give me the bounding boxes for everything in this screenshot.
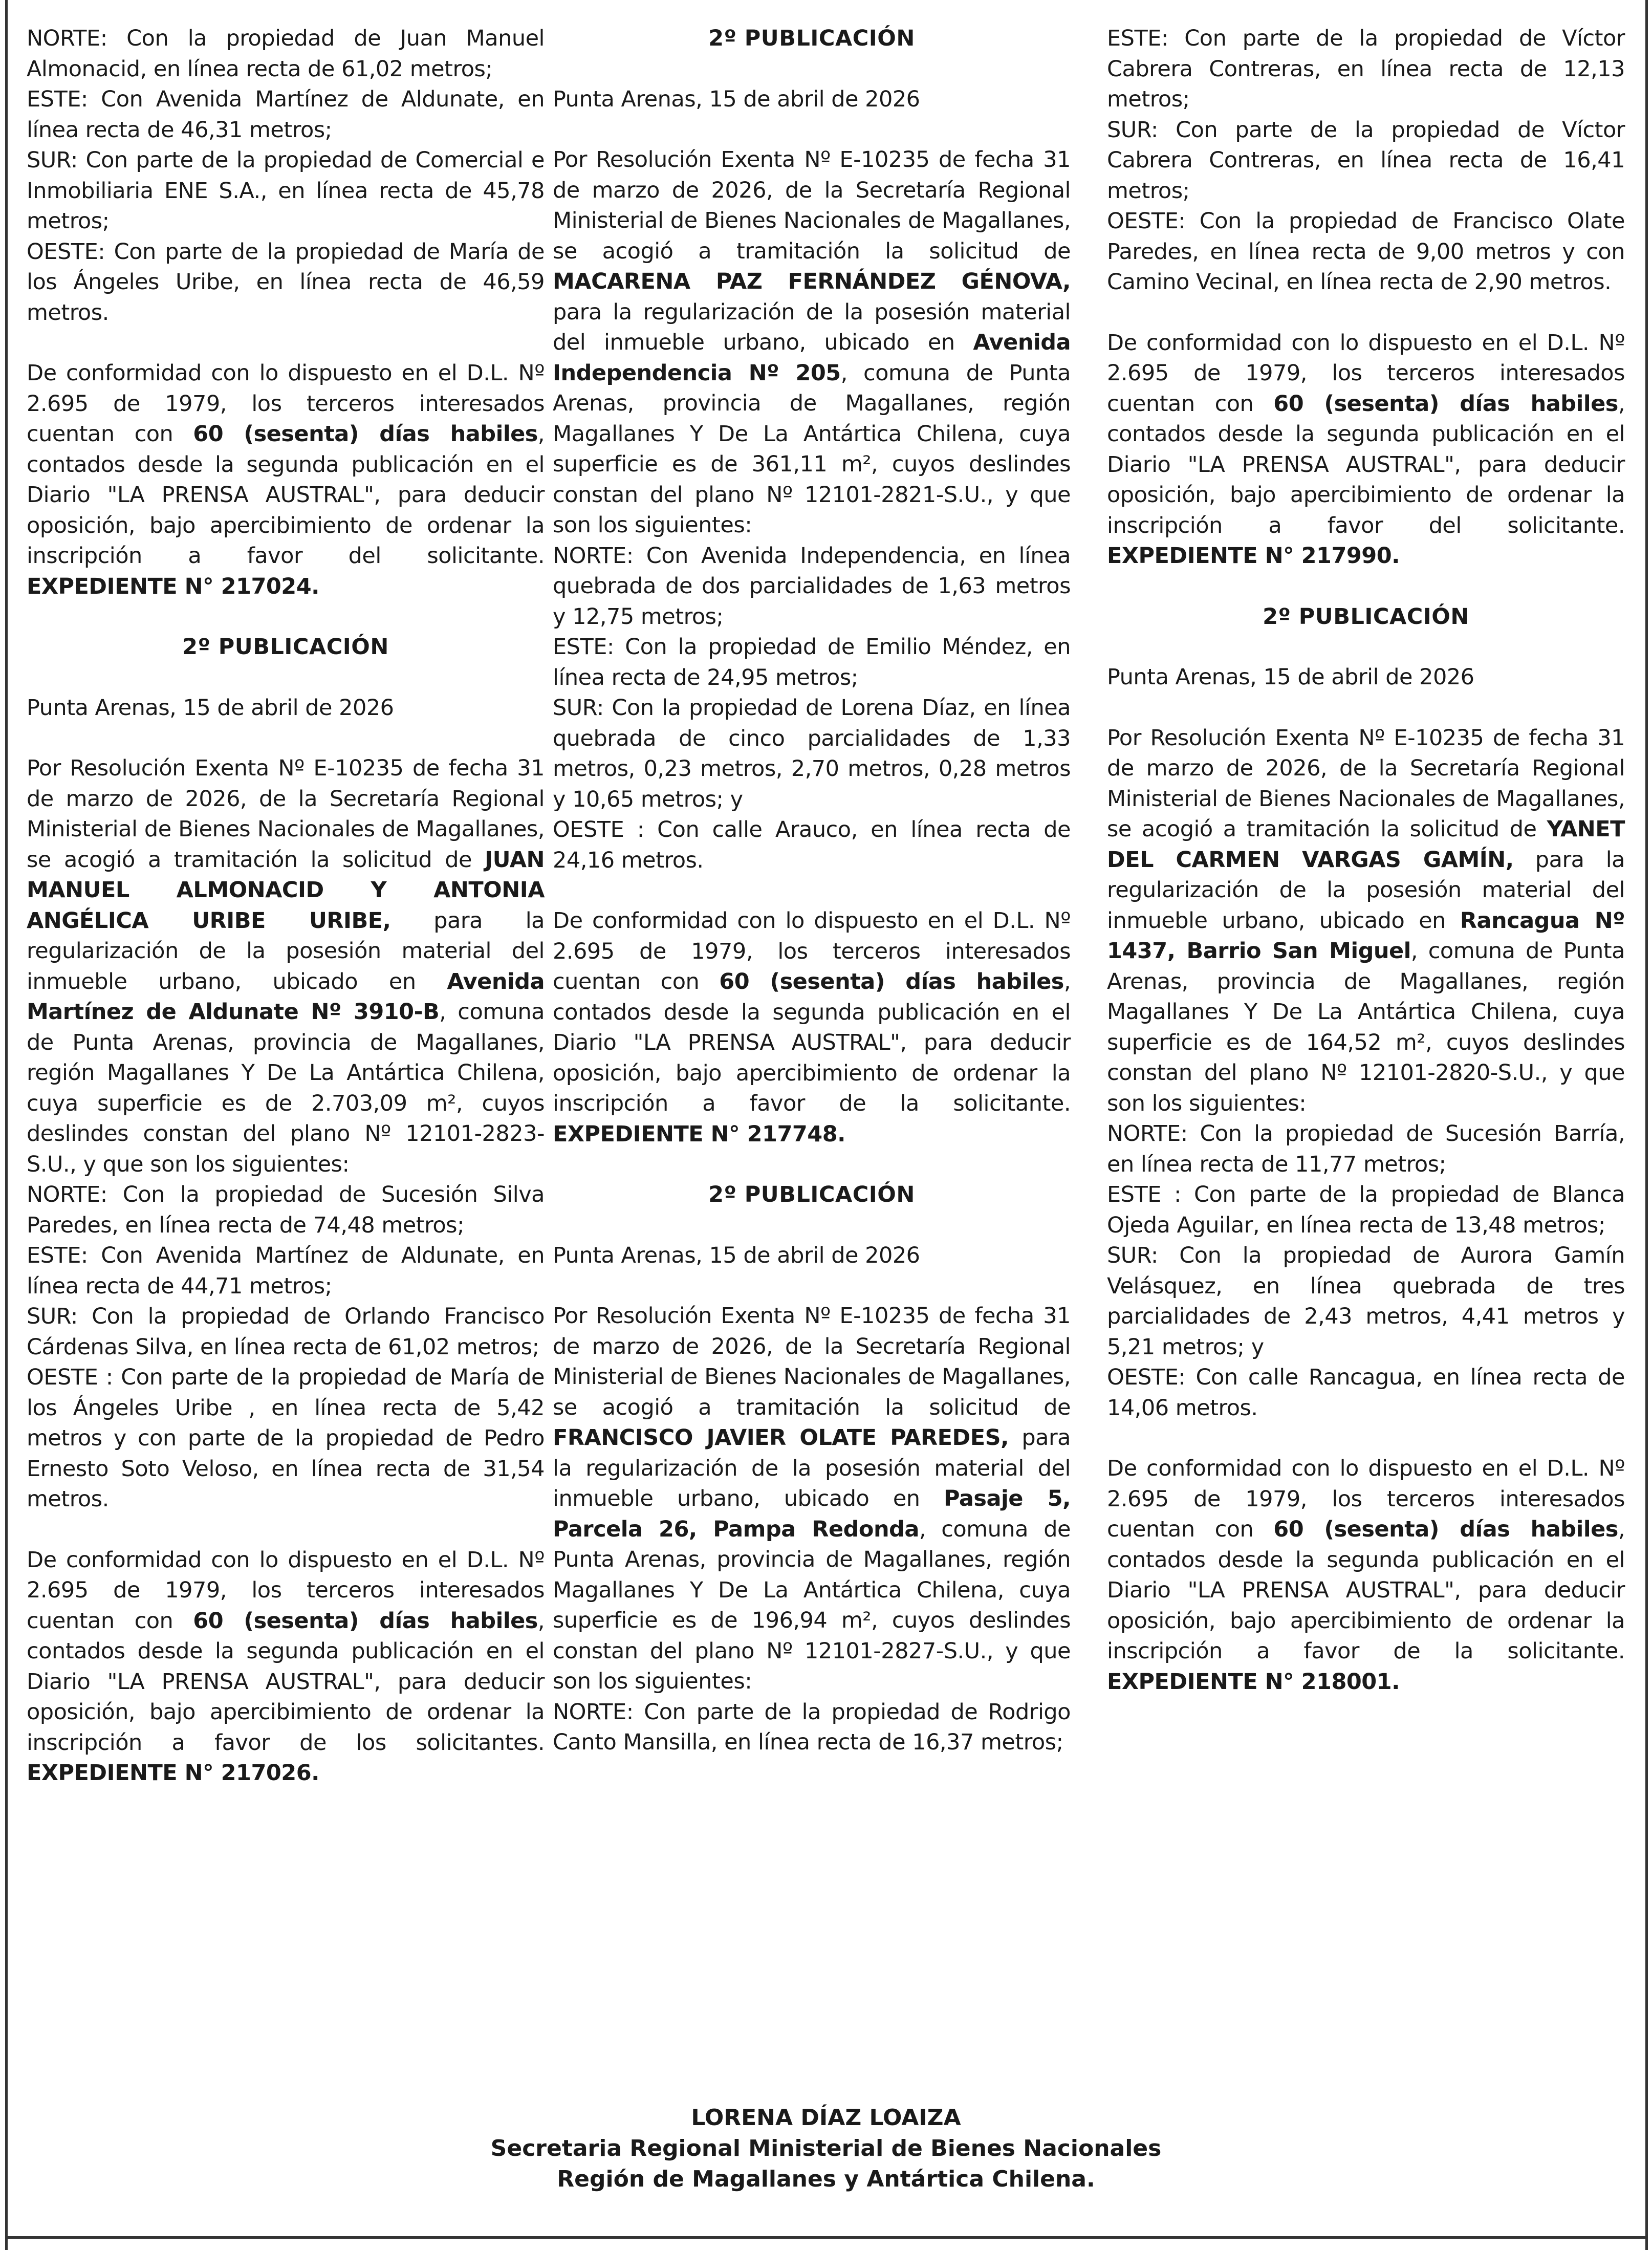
applicant-name: MACARENA PAZ FERNÁNDEZ GÉNOVA, xyxy=(553,269,1071,294)
boundary-line: ESTE : Con parte de la propiedad de Blanca Ojeda Aguilar, en línea recta de 13,48 metros; xyxy=(1107,1182,1625,1238)
expediente-number: EXPEDIENTE N° 218001. xyxy=(1107,1669,1400,1695)
frame-right-border xyxy=(1645,0,1648,2250)
resolution-text: , comuna de Punta Arenas, provincia de Magallanes, región Magallanes Y De La Antártica Chilena, cuya superficie es de 196,94 m², cuyos deslindes constan del plano Nº 12101-2827-S.U., y que son los siguientes: xyxy=(553,1516,1071,1694)
resolution-text: , comuna de Punta Arenas, provincia de Magallanes, región Magallanes Y De La Antártica Chilena, cuya superficie es de 2.703,09 m², cuyos deslindes constan del plano Nº 12101-2823-S.U., y que son los siguientes: xyxy=(27,999,545,1177)
boundary-line: NORTE: Con parte de la propiedad de Rodrigo Canto Mansilla, en línea recta de 16,37 metros; xyxy=(553,1699,1071,1755)
publication-heading: 2º PUBLICACIÓN xyxy=(708,26,915,51)
deadline-bold: 60 (sesenta) días habiles xyxy=(719,969,1064,994)
boundary-line: OESTE : Con calle Arauco, en línea recta de 24,16 metros. xyxy=(553,817,1071,873)
signature-block xyxy=(0,2103,1652,2195)
boundary-line: OESTE: Con la propiedad de Francisco Olate Paredes, en línea recta de 9,00 metros y con Camino Vecinal, en línea recta de 2,90 metros. xyxy=(1107,208,1625,295)
deadline-bold: 60 (sesenta) días habiles xyxy=(1273,1517,1618,1542)
conformity-text: , contados desde la segunda publicación en el Diario "LA PRENSA AUSTRAL", para deducir oposición, bajo apercibimiento de ordenar la inscripción a favor del solicitante. xyxy=(1107,391,1625,538)
resolution-text: Por Resolución Exenta Nº E-10235 de fecha 31 de marzo de 2026, de la Secretaría Regional Ministerial de Bienes Nacionales de Magallanes, se acogió a tramitación la solicitud de xyxy=(553,147,1071,264)
resolution-text: Por Resolución Exenta Nº E-10235 de fecha 31 de marzo de 2026, de la Secretaría Regional Ministerial de Bienes Nacionales de Magallanes, se acogió a tramitación la solicitud de xyxy=(1107,725,1625,842)
conformity-paragraph xyxy=(27,1545,545,1789)
boundary-line: ESTE: Con Avenida Martínez de Aldunate, en línea recta de 46,31 metros; xyxy=(27,86,545,143)
resolution-text: , comuna de Punta Arenas, provincia de Magallanes, región Magallanes Y De La Antártica Chilena, cuya superficie es de 361,11 m², cuyos deslindes constan del plano Nº 12101-2821-S.U., y que son los siguientes: xyxy=(553,360,1071,538)
resolution-text: Por Resolución Exenta Nº E-10235 de fecha 31 de marzo de 2026, de la Secretaría Regional Ministerial de Bienes Nacionales de Magallanes, se acogió a tramitación la solicitud de xyxy=(27,755,545,873)
boundary-line: OESTE: Con calle Rancagua, en línea recta de 14,06 metros. xyxy=(1107,1365,1625,1421)
conformity-paragraph xyxy=(1107,1454,1625,1697)
boundary-line: NORTE: Con la propiedad de Sucesión Barría, en línea recta de 11,77 metros; xyxy=(1107,1121,1625,1177)
deadline-bold: 60 (sesenta) días habiles xyxy=(193,1608,538,1634)
boundary-line: NORTE: Con la propiedad de Juan Manuel Almonacid, en línea recta de 61,02 metros; xyxy=(27,26,545,82)
boundary-line: SUR: Con parte de la propiedad de Víctor Cabrera Contreras, en línea recta de 16,41 metros; xyxy=(1107,117,1625,204)
conformity-text: , contados desde la segunda publicación en el Diario "LA PRENSA AUSTRAL", para deducir oposición, bajo apercibimiento de ordenar la inscripción a favor de la solicitante. xyxy=(1107,1517,1625,1664)
conformity-paragraph xyxy=(553,906,1071,1150)
boundary-line: ESTE: Con parte de la propiedad de Víctor Cabrera Contreras, en línea recta de 12,13 metros; xyxy=(1107,26,1625,112)
resolution-text: para la regularización de la posesión material del inmueble urbano, ubicado en xyxy=(553,1425,1071,1511)
expediente-number: EXPEDIENTE N° 217990. xyxy=(1107,543,1400,569)
boundary-line: SUR: Con parte de la propiedad de Comercial e Inmobiliaria ENE S.A., en línea recta de 45,78 metros; xyxy=(27,147,545,234)
expediente-number: EXPEDIENTE N° 217748. xyxy=(553,1121,845,1147)
boundary-line: SUR: Con la propiedad de Orlando Francisco Cárdenas Silva, en línea recta de 61,02 metros; xyxy=(27,1304,545,1360)
boundary-line: ESTE: Con la propiedad de Emilio Méndez, en línea recta de 24,95 metros; xyxy=(553,634,1071,690)
resolution-paragraph xyxy=(27,753,545,1180)
conformity-text: , contados desde la segunda publicación en el Diario "LA PRENSA AUSTRAL", para deducir oposición, bajo apercibimiento de ordenar la inscripción a favor de la solicitante. xyxy=(553,969,1071,1116)
property-address: Rancagua Nº 1437, Barrio San Miguel xyxy=(1107,907,1625,964)
conformity-paragraph xyxy=(27,358,545,602)
boundary-line: SUR: Con la propiedad de Lorena Díaz, en línea quebrada de cinco parcialidades de 1,33 metros, 0,23 metros, 2,70 metros, 0,28 metros y 10,65 metros; y xyxy=(553,695,1071,812)
expediente-number: EXPEDIENTE N° 217024. xyxy=(27,573,319,599)
boundary-line: ESTE: Con Avenida Martínez de Aldunate, en línea recta de 44,71 metros; xyxy=(27,1243,545,1299)
publication-date: Punta Arenas, 15 de abril de 2026 xyxy=(553,86,920,112)
applicant-name: JUAN MANUEL ALMONACID Y ANTONIA ANGÉLICA URIBE URIBE, xyxy=(27,847,545,934)
conformity-text: De conformidad con lo dispuesto en el D.L. Nº 2.695 de 1979, los terceros interesados cuentan con xyxy=(27,360,545,447)
property-address: Avenida Independencia Nº 205 xyxy=(553,330,1071,386)
column-3 xyxy=(1107,24,1625,1697)
signatory-title: Secretaria Regional Ministerial de Bienes Nacionales xyxy=(490,2135,1162,2161)
deadline-bold: 60 (sesenta) días habiles xyxy=(193,421,538,447)
column-1 xyxy=(27,24,545,1789)
frame-left-border xyxy=(5,0,8,2250)
publication-date: Punta Arenas, 15 de abril de 2026 xyxy=(1107,664,1474,690)
resolution-text: para la regularización de la posesión material del inmueble urbano, ubicado en xyxy=(553,299,1071,355)
column-2 xyxy=(553,24,1071,1758)
frame-bottom-border xyxy=(5,2236,1648,2239)
resolution-paragraph xyxy=(1107,723,1625,1119)
applicant-name: YANET DEL CARMEN VARGAS GAMÍN, xyxy=(1107,816,1625,873)
property-address: Avenida Martínez de Aldunate Nº 3910-B xyxy=(27,968,545,1025)
conformity-text: De conformidad con lo dispuesto en el D.L. Nº 2.695 de 1979, los terceros interesados cuentan con xyxy=(553,908,1071,994)
publication-date: Punta Arenas, 15 de abril de 2026 xyxy=(553,1242,920,1268)
publication-date: Punta Arenas, 15 de abril de 2026 xyxy=(27,695,394,721)
resolution-text: , comuna de Punta Arenas, provincia de Magallanes, región Magallanes Y De La Antártica Chilena, cuya superficie es de 164,52 m², cuyos deslindes constan del plano Nº 12101-2820-S.U., y que son los siguientes: xyxy=(1107,938,1625,1116)
boundary-line: OESTE : Con parte de la propiedad de María de los Ángeles Uribe , en línea recta de 5,42 metros y con parte de la propiedad de Pedro Ernesto Soto Veloso, en línea recta de 31,54 metros. xyxy=(27,1365,545,1512)
boundary-line: OESTE: Con parte de la propiedad de María de los Ángeles Uribe, en línea recta de 46,59 metros. xyxy=(27,239,545,326)
resolution-paragraph xyxy=(553,145,1071,541)
resolution-text: para la regularización de la posesión material del inmueble urbano, ubicado en xyxy=(27,907,545,994)
resolution-text: Por Resolución Exenta Nº E-10235 de fecha 31 de marzo de 2026, de la Secretaría Regional Ministerial de Bienes Nacionales de Magallanes, se acogió a tramitación la solicitud de xyxy=(553,1303,1071,1420)
property-address: Pasaje 5, Parcela 26, Pampa Redonda xyxy=(553,1486,1071,1542)
conformity-text: De conformidad con lo dispuesto en el D.L. Nº 2.695 de 1979, los terceros interesados cuentan con xyxy=(1107,1456,1625,1542)
applicant-name: FRANCISCO JAVIER OLATE PAREDES, xyxy=(553,1425,1009,1451)
resolution-text: para la regularización de la posesión material del inmueble urbano, ubicado en xyxy=(1107,847,1625,934)
publication-heading: 2º PUBLICACIÓN xyxy=(1263,603,1469,630)
conformity-text: , contados desde la segunda publicación en el Diario "LA PRENSA AUSTRAL", para deducir oposición, bajo apercibimiento de ordenar la inscripción a favor de los solicitantes. xyxy=(27,1608,545,1756)
boundary-line: SUR: Con la propiedad de Aurora Gamín Velásquez, en línea quebrada de tres parcialidades de 2,43 metros, 4,41 metros y 5,21 metros; y xyxy=(1107,1243,1625,1360)
signatory-name: LORENA DÍAZ LOAIZA xyxy=(691,2105,961,2131)
boundary-line: NORTE: Con la propiedad de Sucesión Silva Paredes, en línea recta de 74,48 metros; xyxy=(27,1182,545,1238)
conformity-text: , contados desde la segunda publicación en el Diario "LA PRENSA AUSTRAL", para deducir oposición, bajo apercibimiento de ordenar la inscripción a favor del solicitante. xyxy=(27,421,545,569)
conformity-text: De conformidad con lo dispuesto en el D.L. Nº 2.695 de 1979, los terceros interesados cuentan con xyxy=(1107,330,1625,417)
conformity-paragraph xyxy=(1107,328,1625,572)
resolution-paragraph xyxy=(553,1301,1071,1697)
conformity-text: De conformidad con lo dispuesto en el D.L. Nº 2.695 de 1979, los terceros interesados cuentan con xyxy=(27,1547,545,1634)
deadline-bold: 60 (sesenta) días habiles xyxy=(1273,391,1618,417)
signatory-region: Región de Magallanes y Antártica Chilena. xyxy=(557,2166,1095,2192)
publication-heading: 2º PUBLICACIÓN xyxy=(182,634,389,660)
expediente-number: EXPEDIENTE N° 217026. xyxy=(27,1760,319,1786)
publication-heading: 2º PUBLICACIÓN xyxy=(708,1182,915,1207)
boundary-line: NORTE: Con Avenida Independencia, en línea quebrada de dos parcialidades de 1,63 metros y 12,75 metros; xyxy=(553,543,1071,630)
